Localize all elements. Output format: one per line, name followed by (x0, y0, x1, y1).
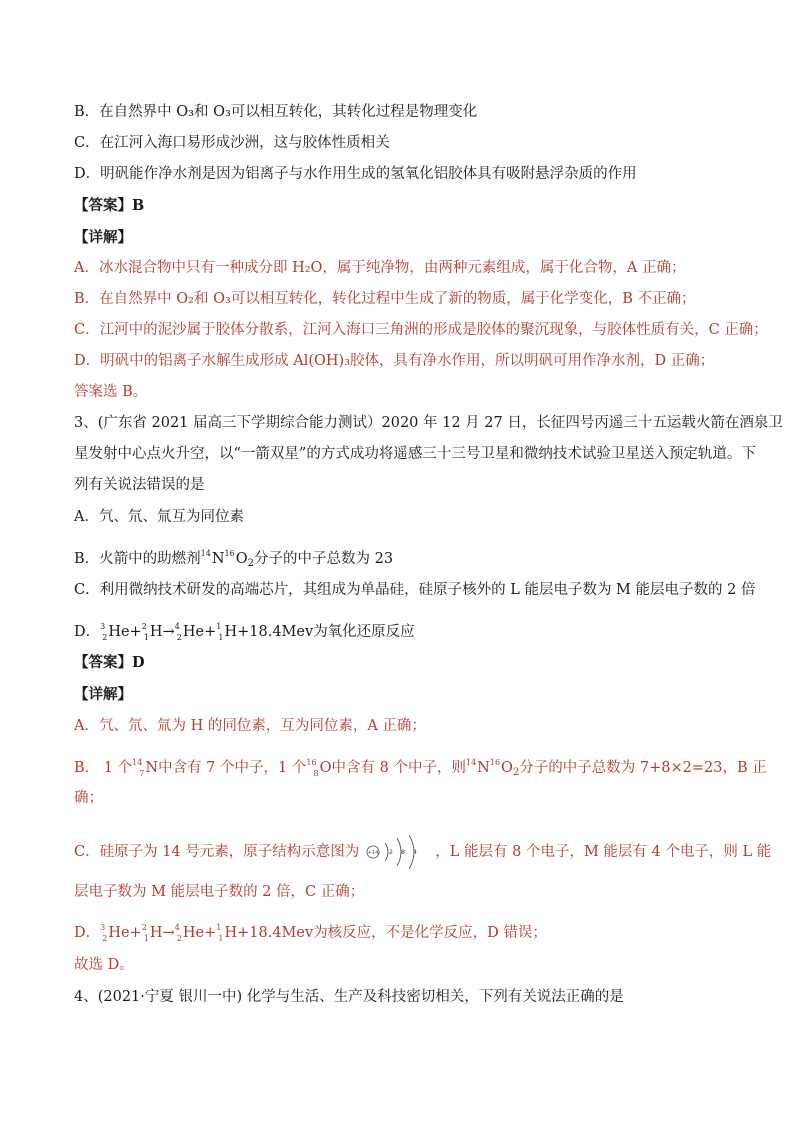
question-3-line-3: 列有关说法错误的是 (74, 477, 205, 493)
explanation-d: D．明矾中的铝离子水解生成形成 Al(OH)₃胶体，具有净水作用，所以明矾可用作净水剂，D 正确； (74, 353, 715, 369)
silicon-atom-diagram-icon (365, 835, 429, 869)
e-b-part-3: 中含有 8 个中子，则 (331, 760, 466, 776)
question-3-line-2: 星发射中心点火升空，以“一箭双星”的方式成功将遥感三十三号卫星和微纳技术试验卫星送入预定轨道。下 (74, 446, 756, 462)
explanation-2-b (74, 753, 767, 784)
shell-2-count: 8 (401, 849, 406, 856)
explanation-2-a: A．氕、氘、氚为 H 的同位素，互为同位素，A 正确； (74, 718, 426, 734)
nucleus-label: +14 (367, 850, 379, 856)
q3-option-b-prefix: B．火箭中的助燃剂 (74, 551, 201, 567)
explanation-b: B．在自然界中 O₂和 O₃可以相互转化，转化过程中生成了新的物质，属于化学变化，B 不正确； (74, 291, 696, 307)
explanation-2-c (74, 835, 771, 869)
energy-term: +18.4Mev (237, 624, 314, 640)
n16o2-formula-2: $^{14}N^{16}O_2$ (465, 758, 520, 778)
energy-term-2: +18.4Mev (237, 925, 314, 941)
question-4: 4、(2021·宁夏 银川一中) 化学与生活、生产及科技密切相关，下列有关说法正确的是 (74, 989, 624, 1005)
shell-1-count: 2 (389, 849, 394, 856)
nuclear-equation-2: $^3_2$He+$^2_1$H→$^4_2$He+$^1_1$H+18.4Mev (100, 923, 314, 943)
o16-isotope: $^{16}_8$O (306, 758, 332, 778)
q3-option-b (74, 544, 393, 574)
e-c-suffix: ，L 能层有 8 个电子，M 能层有 4 个电子，则 L 能 (435, 844, 772, 860)
e-b-part-2: 中含有 7 个中子，1 个 (158, 760, 307, 776)
q3-option-c: C．利用微纳技术研发的高端芯片，其组成为单晶硅，硅原子核外的 L 能层电子数为 M 能层电子数的 2 倍 (74, 582, 756, 598)
e-b-part-1: B． 1 个 (74, 760, 133, 776)
selection-1: 答案选 B。 (74, 384, 148, 400)
explanation-2-d (74, 918, 547, 949)
q3-option-d (74, 617, 415, 648)
answer-label-1: 【答案】B (74, 197, 145, 214)
e-d-suffix: 为核反应，不是化学反应，D 错误； (313, 925, 547, 941)
explanation-a: A．冰水混合物中只有一种成分即 H₂O，属于纯净物，由两种元素组成，属于化合物，A 正确； (74, 260, 686, 276)
detail-label-2: 【详解】 (74, 686, 132, 703)
n16o2-formula: $^{14}N^{16}O_2$ (200, 549, 254, 569)
e-c-prefix: C．硅原子为 14 号元素，原子结构示意图为 (74, 844, 360, 860)
e-b-part-4: 分子的中子总数为 7+8×2=23，B 正 (519, 760, 767, 776)
n14-isotope: $^{14}_7$N (132, 758, 159, 778)
q3-d-label: D． (74, 624, 101, 640)
q3-option-d-suffix: 为氧化还原反应 (313, 624, 415, 640)
selection-2: 故选 D。 (74, 957, 134, 973)
e-d-label: D． (74, 925, 101, 941)
answer-label-2: 【答案】D (74, 654, 145, 671)
detail-label-1: 【详解】 (74, 229, 132, 246)
question-3-line-1: 3、(广东省 2021 届高三下学期综合能力测试）2020 年 12 月 27 日，长征四号丙遥三十五运载火箭在酒泉卫 (74, 415, 783, 431)
explanation-c: C．江河中的泥沙属于胶体分散系，江河入海口三角洲的形成是胶体的聚沉现象，与胶体性质有关，C 正确； (74, 322, 768, 338)
q3-option-a: A．氕、氘、氚互为同位素 (74, 509, 244, 525)
explanation-2-b-cont: 确； (74, 790, 103, 806)
q3-option-b-suffix: 分子的中子总数为 23 (253, 551, 394, 567)
option-b: B．在自然界中 O₃和 O₃可以相互转化，其转化过程是物理变化 (74, 104, 478, 120)
nuclear-equation: $^3_2$He+$^2_1$H→$^4_2$He+$^1_1$H+18.4Mev (100, 622, 314, 642)
option-d: D．明矾能作净水剂是因为铝离子与水作用生成的氢氧化铝胶体具有吸附悬浮杂质的作用 (74, 166, 637, 182)
option-c: C．在江河入海口易形成沙洲，这与胶体性质相关 (74, 135, 390, 151)
shell-3-count: 4 (413, 849, 418, 856)
explanation-2-c-cont: 层电子数为 M 能层电子数的 2 倍，C 正确； (74, 884, 365, 900)
